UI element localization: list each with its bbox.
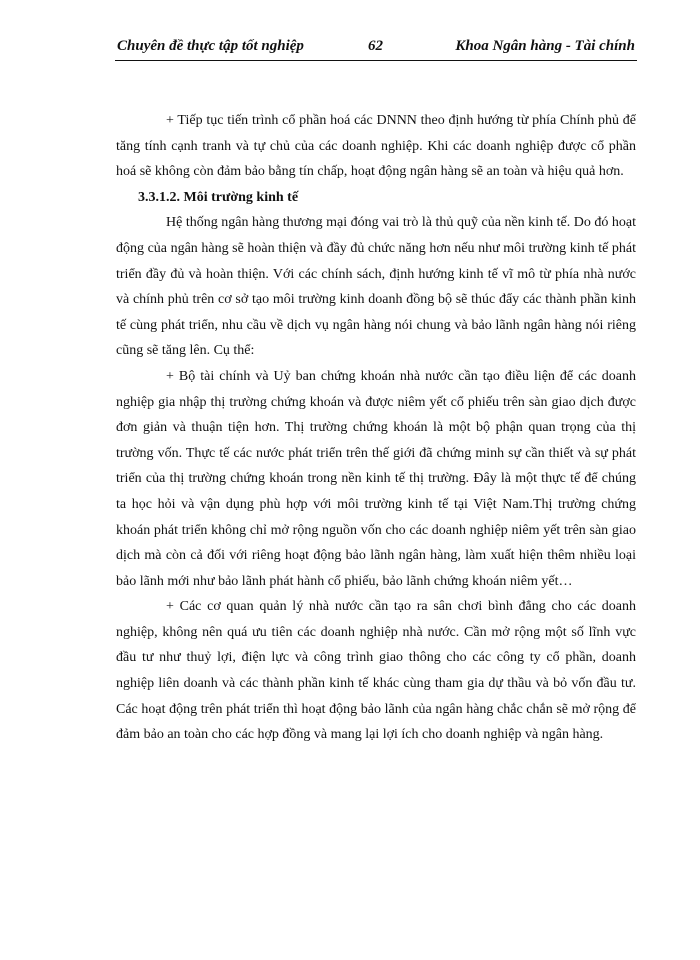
- header-document-title: Chuyên đề thực tập tốt nghiệp: [117, 38, 304, 54]
- paragraph-state-agencies: + Các cơ quan quản lý nhà nước cần tạo ra sân chơi bình đẳng cho các doanh nghiệp, không nên quá ưu tiên các doanh nghiệp nhà nước. Cần mở rộng một số lĩnh vực đầu tư như thuỷ lợi, điện lực và công trình giao thông cho các công ty cổ phần, doanh nghiệp liên doanh và các thành phần kinh tế khác cùng tham gia dự thầu và bỏ vốn đầu tư. Các hoạt động trên phát triển thì hoạt động bảo lãnh của ngân hàng chắc chắn sẽ mở rộng để đảm bảo an toàn cho các hợp đồng và mang lại lợi ích cho doanh nghiệp và ngân hàng.: [116, 599, 636, 743]
- header-faculty-name: Khoa Ngân hàng - Tài chính: [455, 38, 635, 54]
- paragraph-economic-environment: Hệ thống ngân hàng thương mại đóng vai trò là thủ quỹ của nền kinh tế. Do đó hoạt động của ngân hàng sẽ hoàn thiện và đầy đủ chức năng hơn nếu như môi trường kinh tế phát triển đầy đủ và hoàn thiện. Với các chính sách, định hướng kinh tế vĩ mô từ phía nhà nước và chính phủ trên cơ sở tạo môi trường kinh doanh đồng bộ sẽ thúc đẩy các thành phần kinh tế cùng phát triển, nhu cầu về dịch vụ ngân hàng nói chung và bảo lãnh ngân hàng nói riêng cũng sẽ tăng lên. Cụ thể:: [116, 215, 636, 359]
- header-divider: [115, 60, 637, 61]
- header-page-number: 62: [368, 38, 383, 54]
- paragraph-privatization: + Tiếp tục tiến trình cổ phần hoá các DNNN theo định hướng từ phía Chính phủ để tăng tính cạnh tranh và tự chủ của các doanh nghiệp. Khi các doanh nghiệp được cổ phần hoá sẽ không còn đảm bảo bằng tín chấp, hoạt động ngân hàng sẽ an toàn và hiệu quả hơn.: [116, 113, 636, 180]
- section-heading: 3.3.1.2. Môi trường kinh tế: [138, 189, 299, 205]
- document-body: [116, 108, 636, 748]
- paragraph-stock-market: + Bộ tài chính và Uỷ ban chứng khoán nhà nước cần tạo điều liện để các doanh nghiệp gia nhập thị trường chứng khoán và được niêm yết cổ phiếu trên sàn giao dịch được đơn giản và thuận tiện hơn. Thị trường chứng khoán là một bộ phận quan trọng của thị trường vốn. Thực tế các nước phát triển trên thế giới đã chứng minh sự cần thiết và sự phát triển của thị trường chứng khoán trong nền kinh tế thị trường. Đây là một thực tế để chúng ta học hỏi và vận dụng phù hợp với môi trường kinh tế tại Việt Nam.Thị trường chứng khoán phát triển không chỉ mở rộng nguồn vốn cho các doanh nghiệp niêm yết trên sàn giao dịch mà còn cả đối với riêng hoạt động bảo lãnh ngân hàng, làm xuất hiện thêm nhiều loại bảo lãnh mới như bảo lãnh phát hành cổ phiếu, bảo lãnh chứng khoán niêm yết…: [116, 368, 636, 589]
- page-header: [115, 38, 637, 60]
